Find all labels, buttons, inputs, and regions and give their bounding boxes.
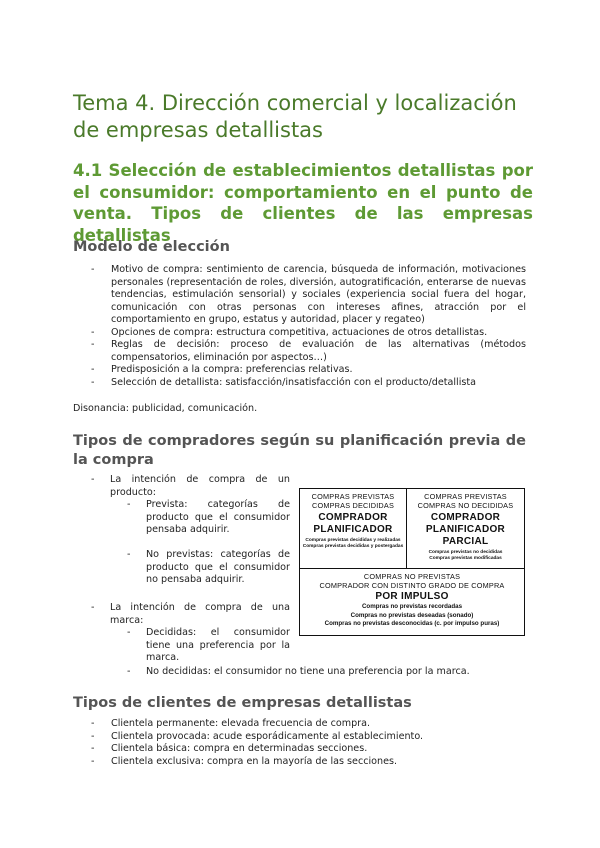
- cell-header: COMPRAS NO PREVISTAS: [363, 572, 461, 581]
- list-item: - Motivo de compra: sentimiento de carencia, búsqueda de información, motivaciones personales (representación de roles, diversión, autogratificación, enterarse de nuevas tendencias, estimulación sensorial) y sociales (experiencia social fuera del hogar, comunicación con otras personas con intereses afines, atracción por el comportamiento en grupo, estatus y autoridad, placer y regateo): [73, 264, 526, 327]
- intencion-producto-item: - La intención de compra de un producto:: [91, 474, 290, 498]
- cell-header: COMPRAS PREVISTAS: [424, 492, 507, 501]
- heading-tipos-clientes: Tipos de clientes de empresas detallistas: [73, 695, 412, 711]
- page-title: Tema 4. Dirección comercial y localización de empresas detallistas: [73, 91, 517, 142]
- cell-line: Compras no previstas recordadas: [361, 603, 463, 610]
- decididas-label: Decididas: el consumidor tiene una preferencia por la marca.: [146, 627, 290, 663]
- list-item: - Clientela provocada: acude esporádicamente al establecimiento.: [73, 731, 526, 744]
- cell-note: Compras previstas no decididas: [428, 550, 503, 555]
- prevista-label: Prevista: categorías de producto que el consumidor pensaba adquirir.: [146, 499, 290, 535]
- cell-header: COMPRAS NO DECIDIDAS: [417, 501, 514, 510]
- table-cell-planificador-parcial: [407, 489, 524, 569]
- section-subtitle: 4.1 Selección de establecimientos detallistas por el consumidor: comportamiento en el punto de venta. Tipos de clientes de las empresas detallistas: [73, 161, 533, 245]
- tipos-clientes-list: [73, 718, 526, 768]
- cell-title: COMPRADOR: [318, 512, 388, 523]
- no-decididas-item: - No decididas: el consumidor no tiene una preferencia por la marca.: [127, 666, 470, 677]
- cell-header: COMPRAS PREVISTAS: [311, 492, 395, 501]
- no-previstas-item: - No previstas: categorías de producto que el consumidor no pensaba adquirir.: [127, 549, 290, 585]
- cell-title: PLANIFICADOR: [313, 524, 393, 535]
- cell-line: Compras no previstas deseadas (sonado): [350, 611, 474, 619]
- decididas-item: - Decididas: el consumidor tiene una preferencia por la marca.: [127, 627, 290, 663]
- cell-title: PARCIAL: [442, 536, 489, 547]
- intencion-producto-label: La intención de compra de un producto:: [110, 474, 290, 498]
- list-item: - Opciones de compra: estructura competitiva, actuaciones de otros detallistas.: [73, 327, 526, 340]
- no-previstas-label: No previstas: categorías de producto que el consumidor no pensaba adquirir.: [146, 549, 290, 585]
- cell-title: POR IMPULSO: [375, 591, 449, 602]
- heading-tipos-compradores: Tipos de compradores según su planificación previa de la compra: [73, 433, 526, 468]
- list-item: - Clientela básica: compra en determinadas secciones.: [73, 743, 526, 756]
- list-item: - Reglas de decisión: proceso de evaluación de las alternativas (métodos compensatorios, eliminación por aspectos…): [73, 339, 526, 364]
- cell-title: PLANIFICADOR: [425, 524, 506, 535]
- intencion-marca-label: La intención de compra de una marca:: [110, 602, 290, 626]
- buyer-types-table: [299, 488, 525, 636]
- list-item: - Clientela permanente: elevada frecuencia de compra.: [73, 718, 526, 731]
- table-cell-impulso: [300, 569, 524, 635]
- cell-note: Compras previstas decididas y realizadas Compras previstas decididas y postergadas: [302, 538, 404, 549]
- cell-header: COMPRADOR CON DISTINTO GRADO DE COMPRA: [319, 581, 505, 590]
- no-decididas-label: No decididas: el consumidor no tiene una preferencia por la marca.: [146, 666, 470, 677]
- cell-header: COMPRAS DECIDIDAS: [311, 501, 395, 510]
- prevista-item: - Prevista: categorías de producto que el consumidor pensaba adquirir.: [127, 499, 290, 535]
- cell-title: COMPRADOR: [430, 512, 501, 523]
- intencion-marca-item: - La intención de compra de una marca:: [91, 602, 290, 626]
- disonancia-note: Disonancia: publicidad, comunicación.: [73, 403, 258, 414]
- list-item: - Clientela exclusiva: compra en la mayoría de las secciones.: [73, 756, 526, 769]
- cell-note: Compras previstas modificadas: [429, 556, 502, 561]
- table-cell-planificador: [300, 489, 407, 569]
- cell-line: Compras no previstas desconocidas (c. por impulso puras): [324, 620, 500, 627]
- list-item: - Predisposición a la compra: preferencias relativas.: [73, 364, 526, 377]
- modelo-eleccion-list: [73, 264, 526, 389]
- heading-modelo-eleccion: Modelo de elección: [73, 239, 230, 255]
- list-item: - Selección de detallista: satisfacción/insatisfacción con el producto/detallista: [73, 377, 526, 390]
